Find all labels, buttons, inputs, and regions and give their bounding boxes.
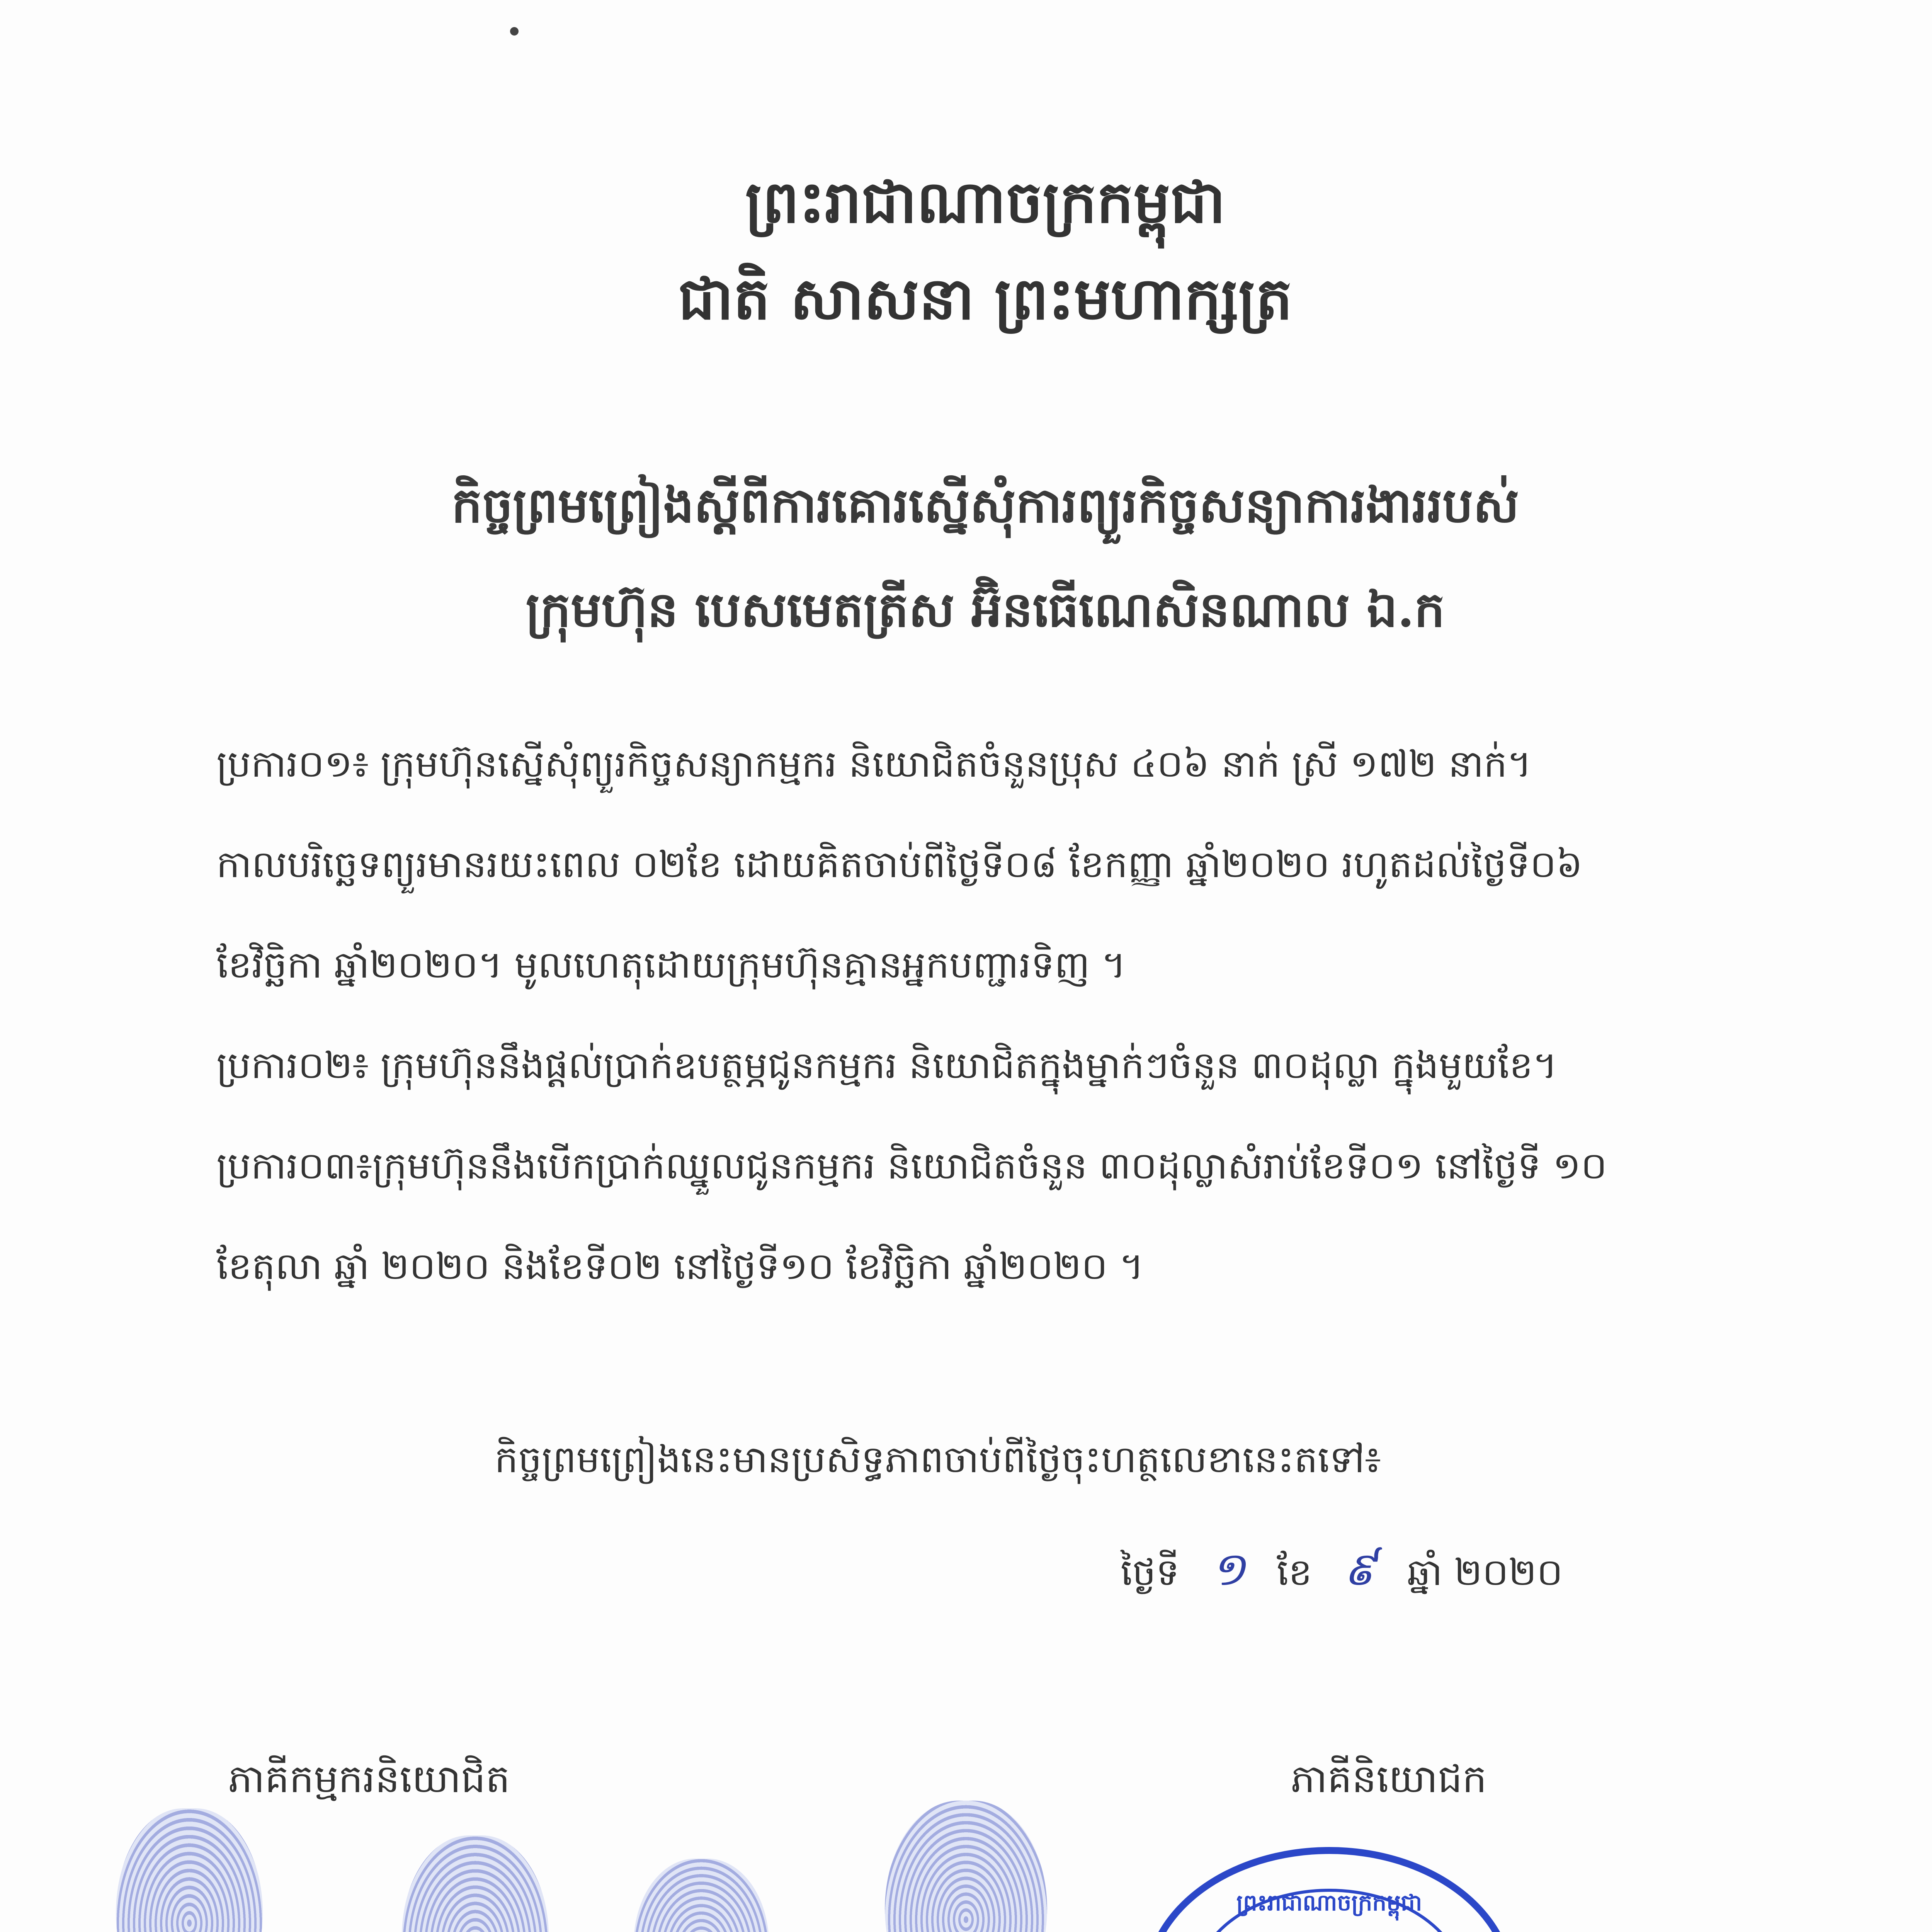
year-value: ២០២០	[1454, 1551, 1563, 1594]
article-1-line: ប្រការ០១៖ ក្រុមហ៊ុនស្នើសុំព្យួរកិច្ចសន្យាកម្មករ និយោជិតចំនួនប្រុស ៤០៦ នាក់ ស្រី ១៧២ នាក់។	[216, 742, 1532, 786]
employer-party-label: ភាគីនិយោជក	[1291, 1756, 1487, 1801]
paper-speck	[510, 27, 519, 36]
national-motto: ជាតិ សាសនា ព្រះមហាក្សត្រ	[678, 265, 1293, 333]
year-label: ឆ្នាំ	[1407, 1551, 1443, 1594]
company-stamp	[1144, 1847, 1515, 1932]
effective-statement: កិច្ចព្រមព្រៀងនេះមានប្រសិទ្ធភាពចាប់ពីថ្ងៃចុះហត្ថលេខានេះតទៅ៖	[495, 1438, 1381, 1481]
employees-party-label: ភាគីកម្មករនិយោជិត	[228, 1756, 510, 1801]
month-value: ៩	[1343, 1543, 1376, 1596]
article-2-line: ប្រការ០២៖ ក្រុមហ៊ុននឹងផ្តល់ប្រាក់ឧបត្ថម្ភជូនកម្មករ និយោជិតក្នុងម្នាក់ៗចំនួន ៣០ដុល្លា ក្នុងមួយខែ។	[216, 1044, 1558, 1087]
fingerprint-2	[402, 1835, 549, 1932]
document-title-line-1: កិច្ចព្រមព្រៀងស្តីពីការគោរស្នើសុំការព្យួរកិច្ចសន្យាការងាររបស់	[451, 477, 1519, 534]
signing-date	[1121, 1542, 1739, 1597]
document-title-line-2: ក្រុមហ៊ុន បេសមេតត្រីស អ៊ិនធើណេសិនណាល ឯ.ក	[526, 582, 1445, 638]
fingerprint-4	[885, 1801, 1047, 1932]
article-1-reason: ខែវិច្ឆិកា ឆ្នាំ២០២០។ មូលហេតុដោយក្រុមហ៊ុនគ្មានអ្នកបញ្ជារទិញ ។	[216, 943, 1126, 986]
article-3-line: ប្រការ០៣៖ក្រុមហ៊ុននឹងបើកប្រាក់ឈ្នួលជូនកម្មករ និយោជិតចំនួន ៣០ដុល្លាសំរាប់ខែទី០១ នៅថ្ងៃទី ១០	[216, 1144, 1607, 1187]
article-3-continued: ខែតុលា ឆ្នាំ ២០២០ និងខែទី០២ នៅថ្ងៃទី១០ ខែវិច្ឆិកា ឆ្នាំ២០២០ ។	[216, 1245, 1144, 1288]
fingerprint-3	[634, 1859, 769, 1932]
article-1-continued: កាលបរិច្ឆេទព្យួរមានរយះពេល ០២ខែ ដោយគិតចាប់ពីថ្ងៃទី០៨ ខែកញ្ញា ឆ្នាំ២០២០ រហូតដល់ថ្ងៃទី០៦	[216, 843, 1583, 886]
day-label: ថ្ងៃទី	[1121, 1551, 1180, 1594]
month-label: ខែ	[1277, 1551, 1312, 1594]
day-value: ១	[1210, 1543, 1246, 1596]
stamp-top-text: ព្រះរាជាណាចក្រកម្ពុជា	[1236, 1890, 1422, 1915]
kingdom-header: ព្រះរាជាណាចក្រកម្ពុជា	[745, 168, 1226, 236]
fingerprint-1	[116, 1808, 263, 1932]
